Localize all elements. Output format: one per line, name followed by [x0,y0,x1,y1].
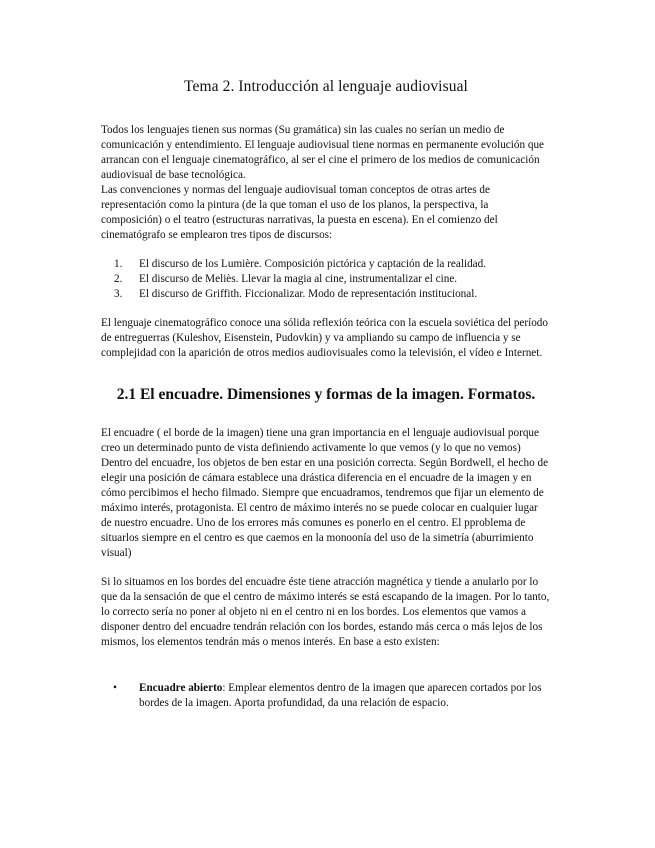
list-number: 2. [114,273,123,285]
list-item [101,257,551,272]
bullet-icon: • [113,682,117,694]
bullet-text: : Emplear elementos dentro de la imagen que aparecen cortados por los bordes de la imagen. Aporta profundidad, da una relación de espacio. [139,682,542,709]
list-item-text: El discurso de Griffith. Ficcionalizar. Modo de representación institucional. [139,288,478,300]
section-paragraph-1: El encuadre ( el borde de la imagen) tiene una gran importancia en el lenguaje audiovisual porque creo un determinado punto de vista definiendo activamente lo que vemos (y lo que no vemos) Dentro del encuadre, los objetos de ben estar en una posición correcta. Según Bordwell, el hecho de elegir una posición de cámara establece una drástica diferencia en el encuadre de la imagen y en cómo percibimos el hecho filmado. Siempre que encuadramos, tendremos que fijar un elemento de máximo interés, protagonista. El centro de máximo interés no se puede colocar en cualquier lugar de nuestro encuadre. Uno de los errores más comunes es ponerlo en el centro. El pproblema de situarlos siempre en el centro es que caemos en la monoonía del uso de la simetría (aburrimiento visual) [101,427,549,559]
list-item [101,287,551,302]
section-heading: 2.1 El encuadre. Dimensiones y formas de la imagen. Formatos. [116,386,536,403]
intro-paragraph-2: Las convenciones y normas del lenguaje audiovisual toman conceptos de otras artes de representación como la pintura (de la que toman el uso de los planos, la perspectiva, la composición) o el teatro (estructuras narrativas, la puesta en escena). En el comienzo del cinematógrafo se emplearon tres tipos de discursos: [101,184,498,241]
document-title: Tema 2. Introducción al lenguaje audiovisual [184,78,468,95]
intro-paragraph-3: El lenguaje cinematográfico conoce una sólida reflexión teórica con la escuela soviética del período de entreguerras (Kuleshov, Eisenstein, Pudovkin) y va ampliando su campo de influencia y se complejidad con la aparición de otros medios audiovisuales como la televisión, el vídeo e Internet. [101,317,548,359]
list-item [101,681,551,711]
spacer [101,302,551,316]
discursos-list [101,257,551,302]
list-item-text: El discurso de Meliès. Llevar la magia al cine, instrumentalizar el cine. [139,273,458,285]
list-number: 3. [114,288,123,300]
list-item-text: El discurso de los Lumière. Composición pictórica y captación de la realidad. [139,258,487,270]
bullet-term: Encuadre abierto [139,682,223,694]
section-paragraph-2: Si lo situamos en los bordes del encuadre éste tiene atracción magnética y tiende a anularlo por lo que da la sensación de que el centro de máximo interés se está escapando de la imagen. Por lo tanto, lo correcto sería no poner al objeto ni en el centro ni en los bordes. Los elementos que vamos a disponer dentro del encuadre tendrán relación con los bordes, estando más cerca o más lejos de los mismos, los elementos tendrán más o menos interés. En base a esto existen: [101,576,550,648]
list-item [101,272,551,287]
list-number: 1. [114,258,123,270]
document-content [101,78,551,711]
intro-paragraph-1: Todos los lenguajes tienen sus normas (Su gramática) sin las cuales no serían un medio de comunicación y entendimiento. El lenguaje audiovisual tiene normas en permanente evolución que arrancan con el lenguaje cinematográfico, al ser el cine el primero de los medios de comunicación audiovisual de base tecnológica. [101,124,545,181]
encuadre-types-list [101,681,551,711]
spacer [101,561,551,575]
